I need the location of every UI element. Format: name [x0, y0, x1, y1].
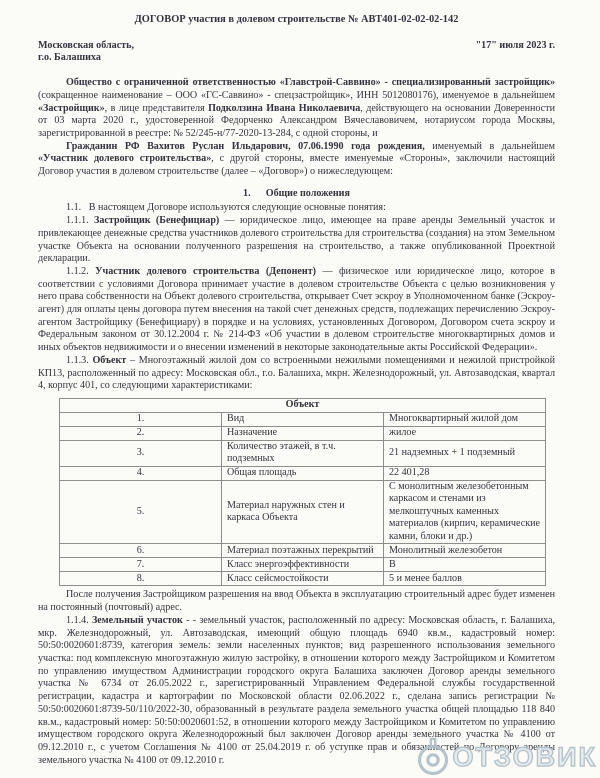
- object-table-cell: 5.: [60, 480, 222, 544]
- object-table-row: [60, 426, 546, 440]
- text-run: Гражданин РФ Вахитов Руслан Ильдарович, 07.06.1990 года рождения,: [66, 140, 433, 152]
- place-date-row: [38, 40, 555, 65]
- object-table-cell: 7.: [60, 558, 222, 572]
- text-run: - - земельный участок, расположенный по адресу: Московская область, г. Балашиха, мкр. Железнодорожный, ул. Автозаводская, имеющий общую площадь 6940 кв.м., кадастровый номер: 50:50:0020601:8739, категория земель: земли населенных пунктов; вид разрешенного использования земельного участка: под комплексную многоэтажную жилую застройку, в отношении которого между Застройщиком и Комитетом по управлению имуществом Администрации городского округа Балашиха заключен Договор аренды земельного участка № 6734 от 26.05.2022 г., зарегистрированный Управлением Федеральной службы государственной регистрации, кадастра и картографии по Московской области 02.06.2022 г., сделана запись регистрации № 50:50:0020601:8739-50/110/2022-30, образованный в результате раздела земельного участка общей площадью 118 840 кв.м., кадастровый номер: 50:50:0020601:52, в отношении которого между Застройщиком и Комитетом по управлению имуществом городского округа Железнодорожный был заключен Договор аренды земельного участка № 4100 от 09.12.2010 г., с учетом Соглашения № 4100 от 25.04.2019 г. об уступке прав и обязанностей по Договору аренды земельного участка № 4100 от 09.12.2010 г.: [38, 614, 556, 766]
- text-run: , с другой стороны, вместе именуемые «Стороны», заключили настоящий Договор участия в долевом строительстве (далее – «Договор») о нижеследующем:: [38, 153, 556, 178]
- object-table-row: [60, 572, 546, 586]
- participant-party-paragraph: [38, 141, 555, 179]
- section-1-heading: 1. Общие положения: [243, 187, 350, 199]
- object-table-row: [60, 558, 546, 572]
- object-table-row: [60, 480, 546, 544]
- document-date: "17" июля 2023 г.: [475, 39, 555, 51]
- text-run: 1.1.3.: [66, 354, 93, 366]
- text-run: Земельный участок: [91, 614, 183, 626]
- text-run: Участник долевого строительства (Депонент): [95, 265, 317, 277]
- text-run: Подколзина Ивана Николаевича: [208, 102, 361, 114]
- object-table-cell: Многоквартирный жилой дом: [384, 412, 546, 426]
- text-run: Объект: [92, 354, 127, 366]
- place-region: Московская область,: [38, 39, 134, 51]
- object-characteristics-table: [59, 398, 546, 587]
- object-table-cell: Материал поэтажных перекрытий: [222, 544, 384, 558]
- clause-1-1-1: [38, 215, 555, 266]
- object-table-cell: Класс энергоэффективности: [222, 558, 384, 572]
- object-table-header-row: [60, 398, 546, 412]
- object-table-cell: Материал наружных стен и каркаса Объекта: [222, 480, 384, 544]
- text-run: После получения Застройщиком разрешения на ввод Объекта в эксплуатацию строительный адрес будет изменен на постоянный (почтовый) адрес.: [38, 589, 556, 614]
- object-table-cell: С монолитным железобетонным каркасом и стенами из мелкоштучных каменных материалов (кирпич, керамические камни, блоки и др.): [384, 480, 546, 544]
- text-run: 1.1.2.: [66, 265, 96, 277]
- clause-1-1: [38, 202, 555, 215]
- text-run: — физическое или юридическое лицо, которое в соответствии с условиями Договора принимает участие в долевом строительстве Объекта с целью возникновения у него права собственности на Объект долевого строительства, открывает Счет эскроу в Уполномоченном банке (Эскроу-агент) для оплаты цены договора путем внесения на такой счет денежных средств, подлежащих перечислению Эскроу-агентом Застройщику (Бенефициару) в порядке и на условиях, установленных Договором, Договором счета эскроу и Федеральным законом от 30.12.2004 г. № 214-ФЗ «Об участии в долевом строительстве многоквартирных домов и иных объектов недвижимости и о внесении изменений в некоторые законодательные акты Российской Федерации».: [38, 265, 555, 354]
- object-table-cell: Количество этажей, в т.ч. подземных: [222, 440, 384, 466]
- object-table-row: [60, 412, 546, 426]
- object-table-cell: 8.: [60, 572, 222, 586]
- object-table-cell: жилое: [384, 426, 546, 440]
- object-table-cell: Монолитный железобетон: [384, 544, 546, 558]
- text-run: «Участник долевого строительства»: [38, 153, 212, 165]
- object-table-cell: Вид: [222, 412, 384, 426]
- object-table-row: [60, 466, 546, 480]
- object-table-cell: 5 и менее баллов: [384, 572, 546, 586]
- object-table-cell: В: [384, 558, 546, 572]
- place-city: г.о. Балашиха: [38, 52, 101, 64]
- object-table-cell: 4.: [60, 466, 222, 480]
- object-table-cell: 21 надземных + 1 подземный: [384, 440, 546, 466]
- text-run: (сокращенное наименование – ООО «ГС-Саввино» - спецзастройщик», ИНН 5012080176), именуемое в дальнейшем: [38, 89, 555, 101]
- text-run: , в лице представителя: [104, 102, 209, 114]
- object-table-title: Объект: [60, 398, 546, 412]
- address-change-paragraph: [38, 589, 555, 614]
- otzovik-watermark-text: ОТЗОВИК: [452, 741, 597, 772]
- text-run: — юридическое лицо, имеющее на праве аренды Земельный участок и привлекающее денежные средства участников долевого строительства для строительства (создания) на этом Земельном участке Объекта на основании полученного разрешения на строительство, а также опубликованной Проектной декларации.: [38, 215, 555, 265]
- text-run: , действующего на основании Доверенности от 03 марта 2020 г., удостоверенной Федорченко Александром Вячеславовичем, нотариусом города Москвы, зарегистрированной в реестре: № 52/245-н/77-2020-13-284, с одной стороны, и: [38, 102, 555, 139]
- text-run: 1.1.1.: [66, 215, 95, 227]
- text-run: 1.1. В настоящем Договоре используются следующие основные понятия:: [66, 202, 386, 214]
- otzovik-logo-icon: [414, 737, 452, 777]
- place-block: [38, 40, 134, 65]
- object-table-cell: 3.: [60, 440, 222, 466]
- object-table-row: [60, 544, 546, 558]
- object-table-cell: 1.: [60, 412, 222, 426]
- text-run: 1.1.4.: [66, 614, 92, 626]
- otzovik-watermark: [414, 737, 597, 777]
- object-table-cell: Общая площадь: [222, 466, 384, 480]
- text-run: Общество с ограниченной ответственностью «Главстрой-Саввино» - специализированный застройщик»: [66, 77, 555, 89]
- object-table-cell: Назначение: [222, 426, 384, 440]
- object-table-cell: 6.: [60, 544, 222, 558]
- developer-party-paragraph: [38, 77, 555, 141]
- document-title: ДОГОВОР участия в долевом строительстве № АВТ401-02-02-02-142: [134, 14, 459, 25]
- clause-1-1-3: [38, 355, 555, 393]
- object-table-row: [60, 440, 546, 466]
- text-run: – Многоэтажный жилой дом со встроенными нежилыми помещениями и нежилой пристройкой КП13, расположенный по адресу: Московская обл., г.о. Балашиха, мкрн. Железнодорожный, ул. Автозаводская, квартал 4, корпус 401, со следующими характеристиками:: [38, 354, 555, 392]
- object-table-cell: Класс сейсмостойкости: [222, 572, 384, 586]
- text-run: именуемый в дальнейшем: [432, 140, 556, 152]
- object-table-cell: 22 401,28: [384, 466, 546, 480]
- object-table-body: [60, 412, 546, 586]
- text-run: «Застройщик»: [38, 102, 105, 114]
- text-run: Застройщик (Бенефициар): [94, 215, 220, 227]
- object-table-cell: 2.: [60, 426, 222, 440]
- clause-1-1-2: [38, 266, 555, 355]
